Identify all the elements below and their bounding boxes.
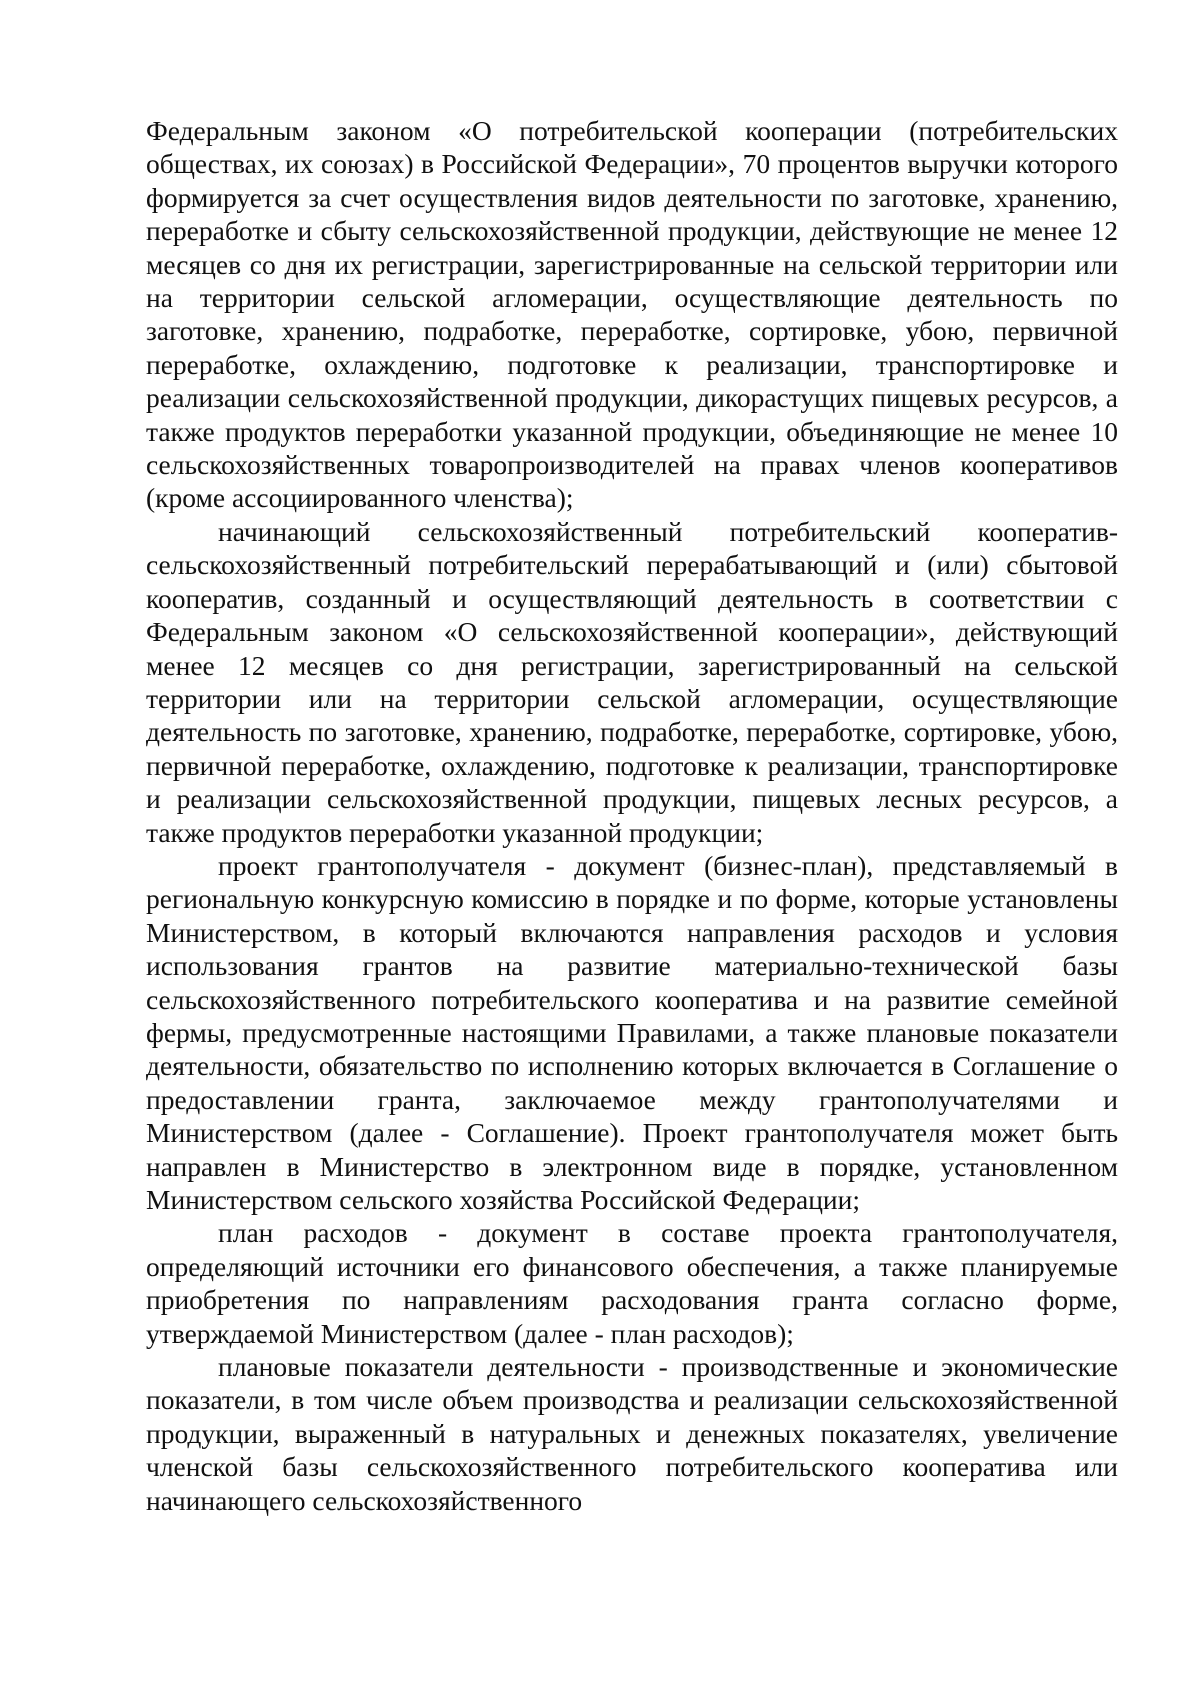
paragraph-grantee-project-definition: проект грантополучателя - документ (бизнес-план), представляемый в региональную конкурсную комиссию в порядке и по форме, которые установлены Министерством, в который включаются направления расходов и условия использования грантов на развитие материально-технической базы сельскохозяйственного потребительского кооператива и на развитие семейной фермы, предусмотренные настоящими Правилами, а также плановые показатели деятельности, обязательство по исполнению которых включается в Соглашение о предоставлении гранта, заключаемое между грантополучателями и Министерством (далее - Соглашение). Проект грантополучателя может быть направлен в Министерство в электронном виде в порядке, установленном Министерством сельского хозяйства Российской Федерации; (146, 849, 1118, 1215)
paragraph-beginning-cooperative-definition: начинающий сельскохозяйственный потребительский кооператив- сельскохозяйственный потребительский перерабатывающий и (или) сбытовой кооператив, созданный и осуществляющий деятельность в соответствии с Федеральным законом «О сельскохозяйственной кооперации», действующий менее 12 месяцев со дня регистрации, зарегистрированный на сельской территории или на территории сельской агломерации, осуществляющие деятельность по заготовке, хранению, подработке, переработке, сортировке, убою, первичной переработке, охлаждению, подготовке к реализации, транспортировке и реализации сельскохозяйственной продукции, пищевых лесных ресурсов, а также продуктов переработки указанной продукции; (146, 515, 1118, 848)
paragraph-expense-plan-definition: план расходов - документ в составе проекта грантополучателя, определяющий источники его финансового обеспечения, а также планируемые приобретения по направлениям расходования гранта согласно форме, утверждаемой Министерством (далее - план расходов); (146, 1217, 1118, 1349)
paragraph-consumer-cooperative-definition: Федеральным законом «О потребительской кооперации (потребительских обществах, их союзах) в Российской Федерации», 70 процентов выручки которого формируется за счет осуществления видов деятельности по заготовке, хранению, переработке и сбыту сельскохозяйственной продукции, действующие не менее 12 месяцев со дня их регистрации, зарегистрированные на сельской территории или на территории сельской агломерации, осуществляющие деятельность по заготовке, хранению, подработке, переработке, сортировке, убою, первичной переработке, охлаждению, подготовке к реализации, транспортировке и реализации сельскохозяйственной продукции, дикорастущих пищевых ресурсов, а также продуктов переработки указанной продукции, объединяющие не менее 10 сельскохозяйственных товаропроизводителей на правах членов кооперативов (кроме ассоциированного членства); (146, 115, 1118, 514)
paragraph-planned-indicators-definition: плановые показатели деятельности - производственные и экономические показатели, в том числе объем производства и реализации сельскохозяйственной продукции, выраженный в натуральных и денежных показателях, увеличение членской базы сельскохозяйственного потребительского кооператива или начинающего сельскохозяйственного (146, 1351, 1118, 1516)
document-body (146, 114, 1118, 1517)
